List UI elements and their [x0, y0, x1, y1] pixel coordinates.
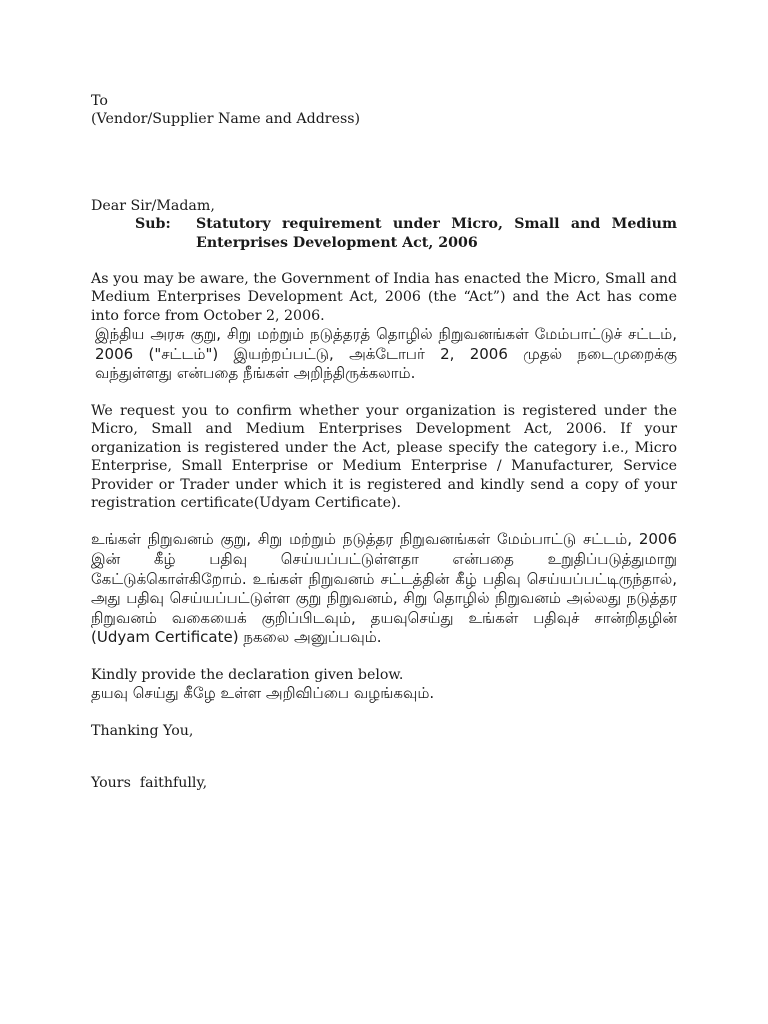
paragraph-awareness-tamil: இந்திய அரசு குறு, சிறு மற்றும் நடுத்தரத் தொழில் நிறுவனங்கள் மேம்பாட்டுச் சட்டம், 2006 ("சட்டம்") இயற்றப்பட்டு, அக்டோபர் 2, 2006 முதல் நடைமுறைக்கு வந்துள்ளது என்பதை நீங்கள் அறிந்திருக்கலாம்.	[95, 325, 677, 383]
closing-line: Yours faithfully,	[91, 775, 208, 792]
paragraph-awareness-english: As you may be aware, the Government of India has enacted the Micro, Small and Medium Enterprises Development Act, 2006 (the “Act”) and the Act has come into force from October 2, 2006.	[91, 271, 677, 324]
subject-text: Statutory requirement under Micro, Small and Medium Enterprises Development Act, 2006	[196, 216, 677, 251]
declaration-english: Kindly provide the declaration given below.	[91, 667, 404, 684]
subject-line	[135, 215, 677, 252]
salutation: Dear Sir/Madam,	[91, 197, 215, 214]
letter-page	[91, 92, 677, 793]
to-address: (Vendor/Supplier Name and Address)	[91, 111, 361, 128]
declaration-tamil: தயவு செய்து கீழே உள்ள அறிவிப்பை வழங்கவும்.	[91, 684, 435, 703]
paragraph-request-english: We request you to confirm whether your organization is registered under the Micro, Small and Medium Enterprises Development Act, 2006. If your organization is registered under the Act, please specify the category i.e., Micro Enterprise, Small Enterprise or Medium Enterprise / Manufacturer, Service Provider or Trader under which it is registered and kindly send a copy of your registration certificate(Udyam Certificate).	[91, 403, 677, 512]
paragraph-request-tamil: உங்கள் நிறுவனம் குறு, சிறு மற்றும் நடுத்தர நிறுவனங்கள் மேம்பாட்டு சட்டம், 2006 இன் கீழ் பதிவு செய்யப்பட்டுள்ளதா என்பதை உறுதிப்படுத்துமாறு கேட்டுக்கொள்கிறோம். உங்கள் நிறுவனம் சட்டத்தின் கீழ் பதிவு செய்யப்பட்டிருந்தால், அது பதிவு செய்யப்பட்டுள்ள குறு நிறுவனம், சிறு தொழில் நிறுவனம் அல்லது நடுத்தர நிறுவனம் வகையைக் குறிப்பிடவும், தயவுசெய்து உங்கள் பதிவுச் சான்றிதழின் (Udyam Certificate) நகலை அனுப்பவும்.	[91, 530, 678, 647]
to-line: To	[91, 93, 108, 109]
subject-label: Sub:	[135, 216, 171, 233]
thanks-line: Thanking You,	[91, 723, 194, 740]
